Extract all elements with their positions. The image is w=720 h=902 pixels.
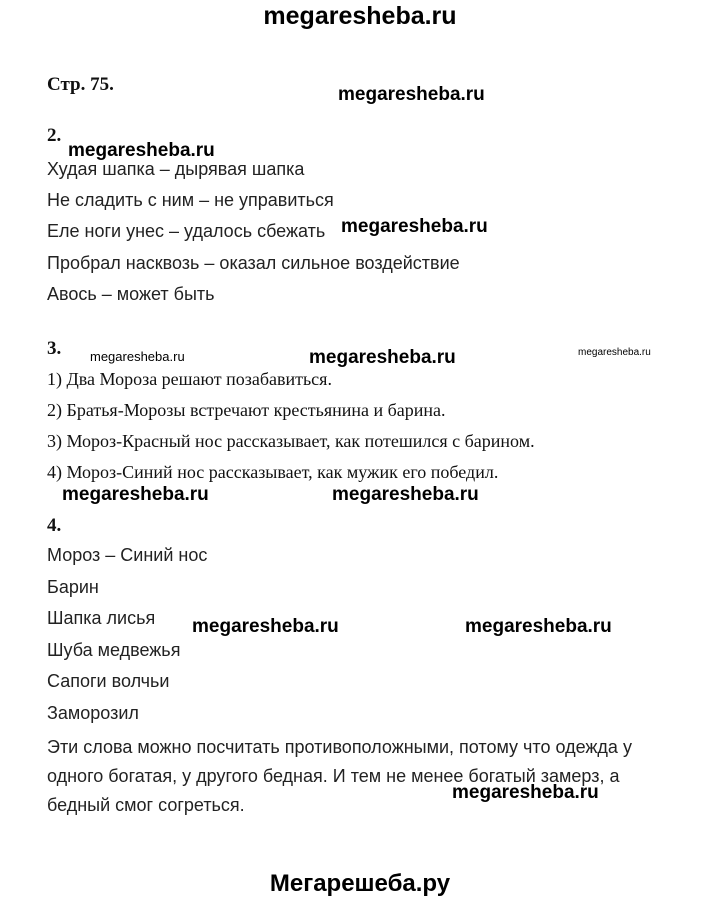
task-4-line-6: Заморозил <box>47 703 139 723</box>
task-3-line-2: 2) Братья-Морозы встречают крестьянина и барина. <box>47 400 446 420</box>
footer-brand: Мегарешеба.ру <box>269 870 451 897</box>
task-4-line-2: Барин <box>47 577 99 597</box>
watermark: megaresheba.ru <box>465 616 612 637</box>
task-3-line-1: 1) Два Мороза решают позабавиться. <box>47 369 332 389</box>
task-4-line-4: Шуба медвежья <box>47 640 181 660</box>
watermark: megaresheba.ru <box>192 616 339 637</box>
task-2-line-3: Еле ноги унес – удалось сбежать <box>47 221 326 241</box>
task-4-line-1: Мороз – Синий нос <box>47 545 208 565</box>
header-brand: megaresheba.ru <box>263 2 457 30</box>
task-3-number: 3. <box>47 338 62 359</box>
task-2-line-1: Худая шапка – дырявая шапка <box>47 159 305 179</box>
task-2-line-2: Не сладить с ним – не управиться <box>47 190 334 210</box>
task-2-number: 2. <box>47 125 62 146</box>
task-4-number: 4. <box>47 515 62 536</box>
task-4-paragraph: Эти слова можно посчитать противоположными, потому что одежда у одного богатая, у другого бедная. И тем не менее богатый замерз, а бедный смог согреться. <box>47 737 632 815</box>
watermark: megaresheba.ru <box>341 216 488 237</box>
task-2-line-5: Авось – может быть <box>47 284 215 304</box>
page-title: Стр. 75. <box>47 74 114 95</box>
watermark: megaresheba.ru <box>309 347 456 368</box>
watermark: megaresheba.ru <box>68 140 215 161</box>
task-4-line-3: Шапка лисья <box>47 608 156 628</box>
watermark: megaresheba.ru <box>90 349 185 364</box>
watermark: megaresheba.ru <box>452 782 599 803</box>
task-3-line-3: 3) Мороз-Красный нос рассказывает, как потешился с барином. <box>47 431 535 451</box>
task-4-line-5: Сапоги волчьи <box>47 671 170 691</box>
watermark: megaresheba.ru <box>578 347 651 358</box>
task-3-line-4: 4) Мороз-Синий нос рассказывает, как мужик его победил. <box>47 462 499 482</box>
watermark: megaresheba.ru <box>62 484 209 505</box>
watermark: megaresheba.ru <box>338 84 485 105</box>
watermark: megaresheba.ru <box>332 484 479 505</box>
task-2-line-4: Пробрал насквозь – оказал сильное воздействие <box>47 253 460 273</box>
